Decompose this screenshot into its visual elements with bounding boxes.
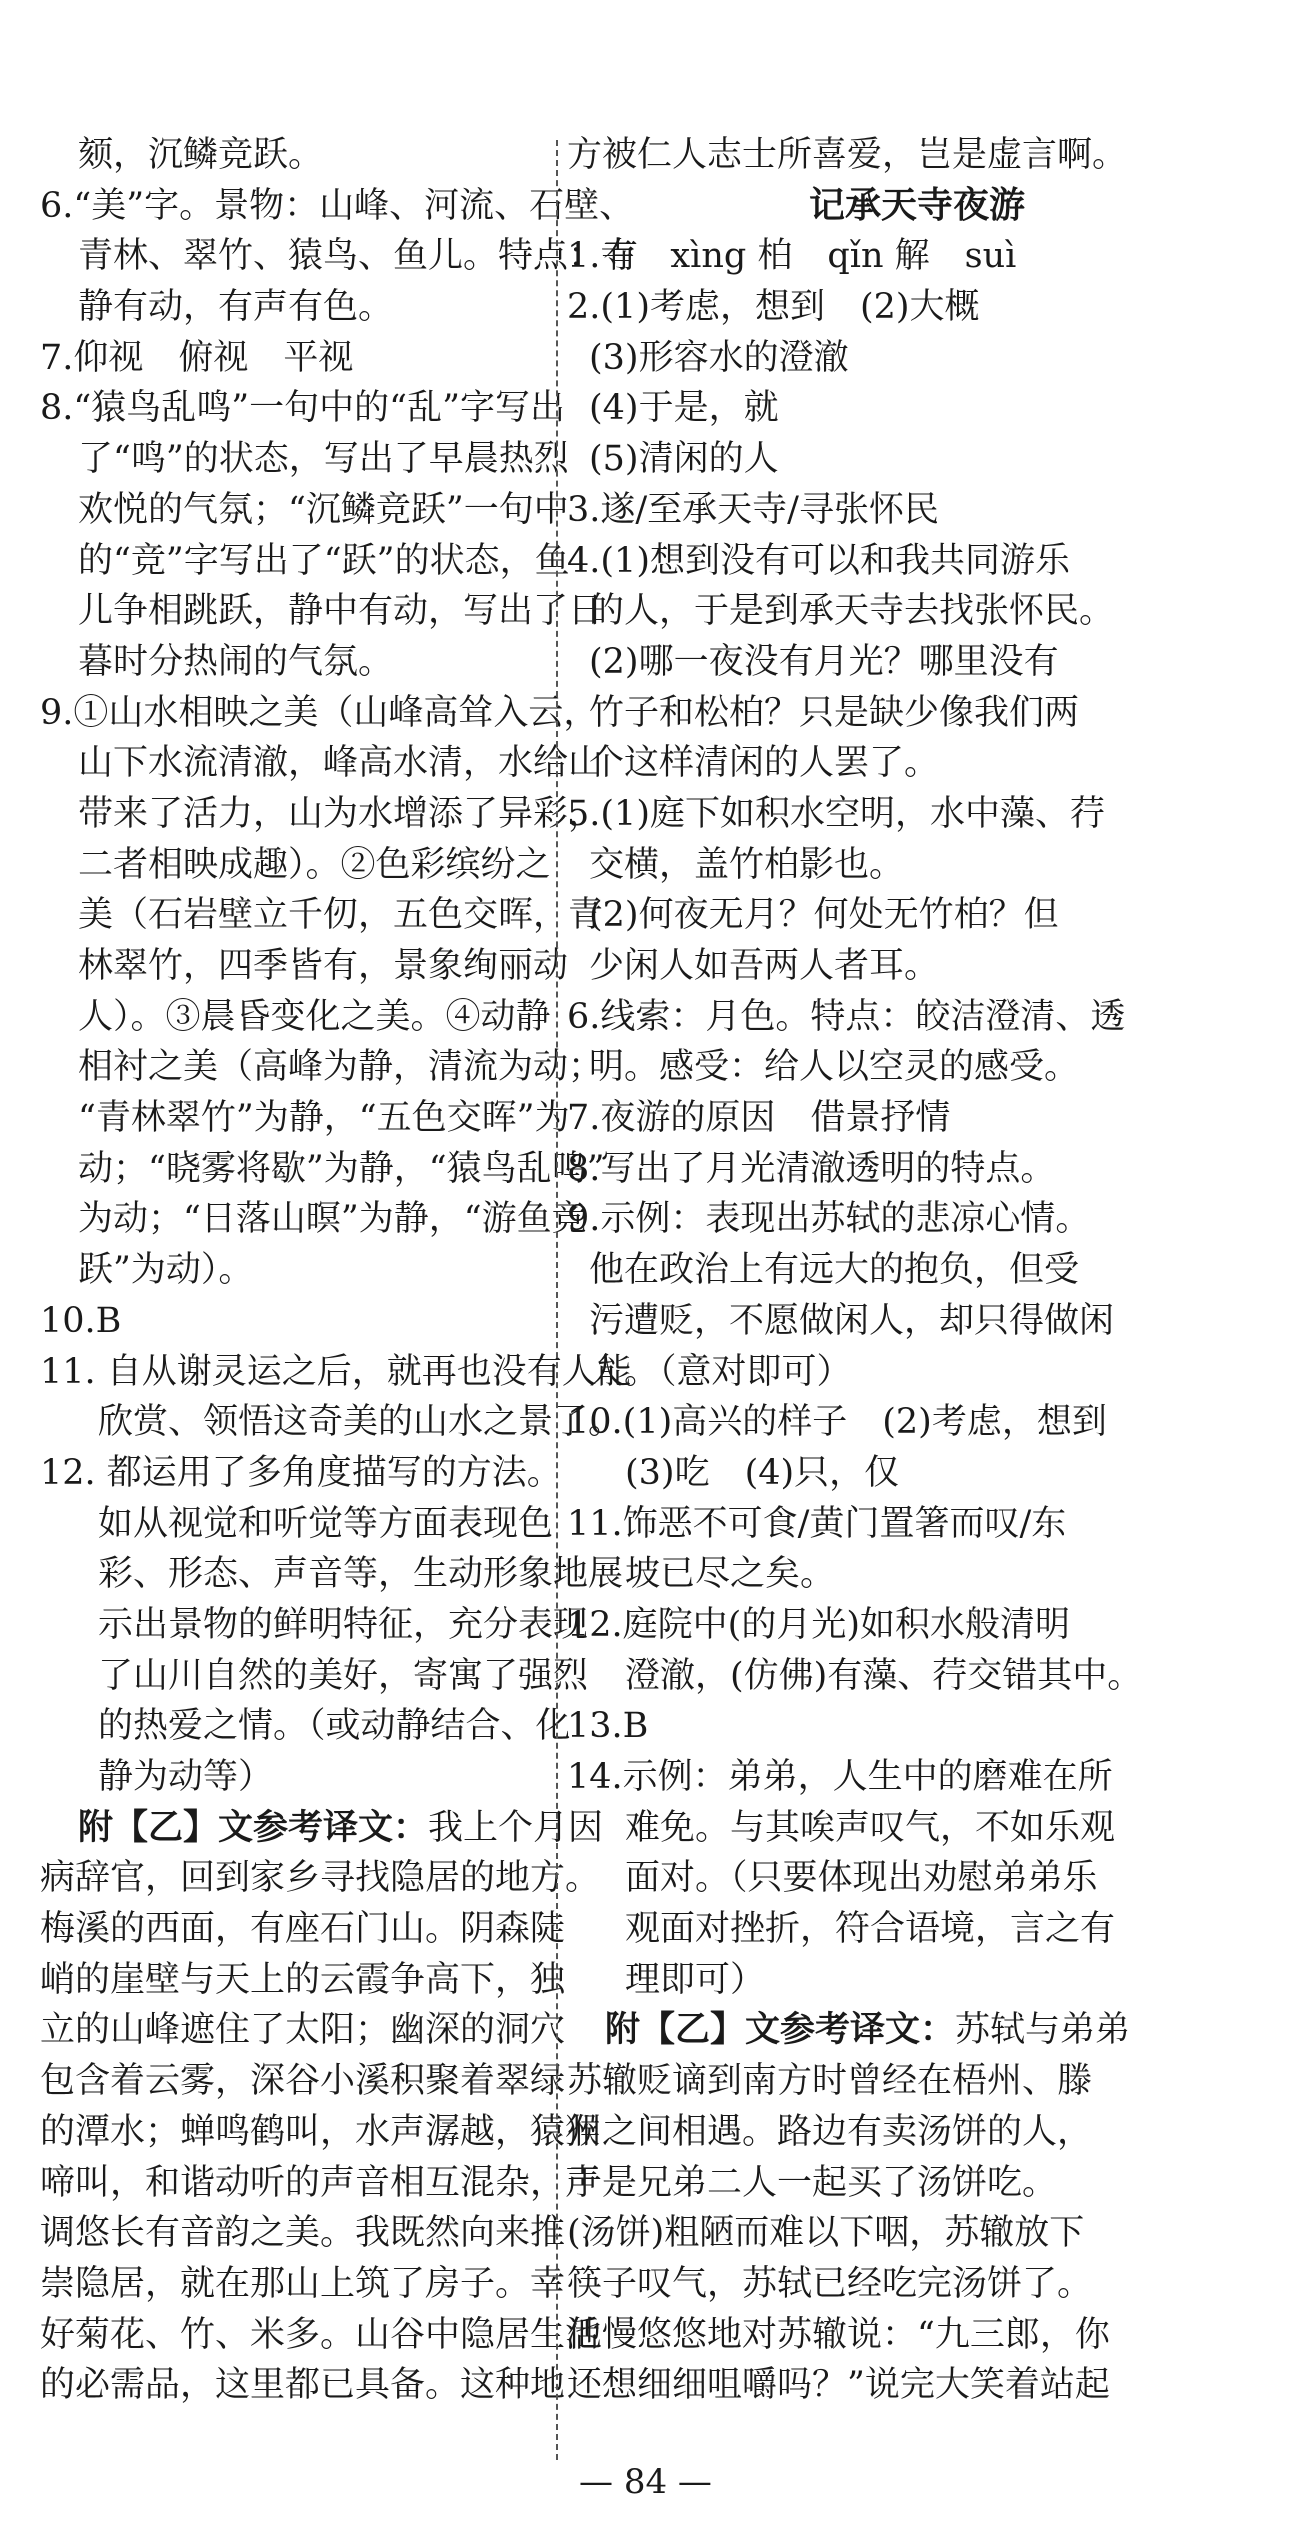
text-line: 儿争相跳跃，静中有动，写出了日 bbox=[78, 591, 604, 632]
text-line: 的“竞”字写出了“跃”的状态，鱼 bbox=[78, 540, 570, 581]
text-line: 6.“美”字。景物：山峰、河流、石壁、 bbox=[40, 185, 635, 226]
text-line: 啼叫，和谐动听的声音相互混杂，声 bbox=[40, 2162, 601, 2203]
text-line: 包含着云雾，深谷小溪积聚着翠绿 bbox=[40, 2061, 566, 2102]
text-line: 9.示例：表现出苏轼的悲凉心情。 bbox=[567, 1199, 1091, 1240]
text-line: 的热爱之情。（或动静结合、化 bbox=[98, 1706, 571, 1747]
text-line: 欢悦的气氛；“沉鳞竞跃”一句中 bbox=[78, 489, 569, 530]
text-line: 跃”为动）。 bbox=[78, 1250, 254, 1291]
text-line: 个这样清闲的人罢了。 bbox=[589, 743, 940, 784]
text-line: 了“鸣”的状态，写出了早晨热烈 bbox=[78, 439, 569, 480]
text-line: 调悠长有音韵之美。我既然向来推 bbox=[40, 2213, 566, 2254]
text-line: 10.B bbox=[40, 1300, 122, 1341]
text-line: 12. 都运用了多角度描写的方法。 bbox=[40, 1452, 562, 1493]
text-line: 竹子和松柏？只是缺少像我们两 bbox=[589, 692, 1080, 733]
text-line: 方被仁人志士所喜爱，岂是虚言啊。 bbox=[567, 135, 1128, 175]
text-line: 少闲人如吾两人者耳。 bbox=[589, 946, 940, 986]
text-line: 欣赏、领悟这奇美的山水之景了。 bbox=[98, 1402, 624, 1443]
text-line: 梅溪的西面，有座石门山。阴森陡 bbox=[40, 1909, 566, 1950]
translation-label: 附【乙】文参考译文： bbox=[605, 2010, 956, 2051]
text-line: 静为动等） bbox=[98, 1757, 274, 1797]
text-line bbox=[567, 2005, 1267, 2056]
text-line: 彩、形态、声音等，生动形象地展 bbox=[98, 1554, 624, 1595]
text-line: 苏辙贬谪到南方时曾经在梧州、滕 bbox=[567, 2061, 1093, 2102]
text-line: 的人，于是到承天寺去找张怀民。 bbox=[589, 591, 1115, 632]
text-line: 动；“晓雾将歇”为静，“猿鸟乱鸣” bbox=[78, 1148, 605, 1189]
text-line: (3)形容水的澄澈 bbox=[589, 337, 849, 378]
text-line: 筷子叹气，苏轼已经吃完汤饼了。 bbox=[567, 2263, 1093, 2304]
text-line: 了山川自然的美好，寄寓了强烈 bbox=[98, 1655, 589, 1696]
text-line: 3.遂/至承天寺/寻张怀民 bbox=[567, 489, 939, 530]
text-line: 为动；“日落山暝”为静，“游鱼竞 bbox=[78, 1199, 587, 1240]
text-line: 污遭贬，不愿做闲人，却只得做闲 bbox=[589, 1300, 1115, 1341]
text-line: 美（石岩壁立千仞，五色交晖，青 bbox=[78, 895, 604, 936]
text-line: 还想细细咀嚼吗？”说完大笑着站起 bbox=[567, 2365, 1110, 2406]
text-line: 10.(1)高兴的样子 (2)考虑，想到 bbox=[567, 1402, 1107, 1443]
text-line: 暮时分热闹的气氛。 bbox=[78, 641, 394, 682]
text-line: (2)哪一夜没有月光？哪里没有 bbox=[589, 641, 1059, 682]
translation-text: 我上个月因 bbox=[428, 1807, 604, 1848]
text-line: 11.饰恶不可食/黄门置箸而叹/东 bbox=[567, 1503, 1067, 1544]
text-line: 好菊花、竹、米多。山谷中隐居生活 bbox=[40, 2314, 601, 2355]
text-line: 面对。（只要体现出劝慰弟弟乐 bbox=[625, 1858, 1098, 1899]
text-line: 的潭水；蝉鸣鹤叫，水声潺越，猿猴 bbox=[40, 2111, 601, 2152]
text-line: 人）。③晨昏变化之美。④动静 bbox=[78, 996, 551, 1037]
text-line: 颏，沉鳞竞跃。 bbox=[78, 135, 324, 175]
text-line: 二者相映成趣）。②色彩缤纷之 bbox=[78, 844, 551, 885]
text-line: 8.“猿鸟乱鸣”一句中的“乱”字写出 bbox=[40, 388, 565, 429]
text-line: (5)清闲的人 bbox=[589, 439, 779, 480]
text-line: 州之间相遇。路边有卖汤饼的人， bbox=[567, 2111, 1093, 2152]
text-line: 于是兄弟二人一起买了汤饼吃。 bbox=[567, 2162, 1058, 2203]
translation-text: 苏轼与弟弟 bbox=[955, 2010, 1131, 2051]
right-column bbox=[567, 130, 1267, 2411]
section-heading: 记承天寺夜游 bbox=[808, 184, 1025, 226]
text-line: “青林翠竹”为静，“五色交晖”为 bbox=[78, 1098, 570, 1139]
text-line: 理即可） bbox=[625, 1959, 766, 2000]
text-line: 他慢悠悠地对苏辙说：“九三郎，你 bbox=[567, 2314, 1110, 2355]
text-line: 5.(1)庭下如积水空明，水中藻、荇 bbox=[567, 793, 1105, 834]
text-line: 13.B bbox=[567, 1706, 649, 1747]
text-line: 相衬之美（高峰为静，清流为动； bbox=[78, 1047, 604, 1088]
text-line: 坡已尽之矣。 bbox=[625, 1554, 836, 1595]
text-line: 8.写出了月光清澈透明的特点。 bbox=[567, 1148, 1056, 1189]
text-line: 静有动，有声有色。 bbox=[78, 287, 394, 328]
text-line: 示出景物的鲜明特征，充分表现 bbox=[98, 1604, 589, 1645]
text-line: 7.仰视 俯视 平视 bbox=[40, 337, 354, 378]
text-line: 峭的崖壁与天上的云霞争高下，独 bbox=[40, 1959, 566, 2000]
text-line: 1.寺 xìng 柏 qǐn 解 suì bbox=[567, 236, 1017, 277]
translation-label: 附【乙】文参考译文： bbox=[78, 1807, 429, 1848]
text-line: 澄澈，(仿佛)有藻、荇交错其中。 bbox=[625, 1655, 1143, 1696]
text-line: 病辞官，回到家乡寻找隐居的地方。 bbox=[40, 1858, 601, 1899]
text-line: 14.示例：弟弟，人生中的磨难在所 bbox=[567, 1757, 1113, 1797]
text-line: 立的山峰遮住了太阳；幽深的洞穴 bbox=[40, 2010, 566, 2051]
text-line: 崇隐居，就在那山上筑了房子。幸 bbox=[40, 2263, 566, 2304]
text-line: 人。（意对即可） bbox=[589, 1351, 852, 1392]
text-line: 交横，盖竹柏影也。 bbox=[589, 844, 905, 885]
text-line: 2.(1)考虑，想到 (2)大概 bbox=[567, 287, 980, 328]
text-line: 11. 自从谢灵运之后，就再也没有人能 bbox=[40, 1351, 632, 1392]
text-line bbox=[40, 1803, 604, 1854]
text-line: 7.夜游的原因 借景抒情 bbox=[567, 1098, 951, 1139]
text-line: 带来了活力，山为水增添了异彩， bbox=[78, 793, 604, 834]
text-line: 青林、翠竹、猿鸟、鱼儿。特点：有 bbox=[78, 236, 639, 277]
text-line: 他在政治上有远大的抱负，但受 bbox=[589, 1250, 1080, 1291]
page-number: — 84 — bbox=[579, 2462, 712, 2502]
text-line: (4)于是，就 bbox=[589, 388, 779, 429]
text-line: 林翠竹，四季皆有，景象绚丽动 bbox=[78, 946, 569, 986]
text-line: 4.(1)想到没有可以和我共同游乐 bbox=[567, 540, 1070, 581]
text-line: 9.①山水相映之美（山峰高耸入云， bbox=[40, 692, 599, 733]
text-line: 的必需品，这里都已具备。这种地 bbox=[40, 2365, 566, 2406]
text-line: 12.庭院中(的月光)如积水般清明 bbox=[567, 1604, 1070, 1645]
text-line: 难免。与其唉声叹气，不如乐观 bbox=[625, 1807, 1116, 1848]
text-line: 如从视觉和听觉等方面表现色 bbox=[98, 1503, 554, 1544]
text-line: 观面对挫折，符合语境，言之有 bbox=[625, 1909, 1116, 1950]
text-line: 明。感受：给人以空灵的感受。 bbox=[589, 1047, 1080, 1088]
text-line: (2)何夜无月？何处无竹柏？但 bbox=[589, 895, 1059, 936]
column-divider bbox=[556, 140, 558, 2460]
text-line: (3)吃 (4)只，仅 bbox=[625, 1452, 900, 1493]
text-line: (汤饼)粗陋而难以下咽，苏辙放下 bbox=[567, 2213, 1085, 2254]
text-line: 6.线索：月色。特点：皎洁澄清、透 bbox=[567, 996, 1126, 1037]
text-line: 山下水流清澈，峰高水清，水给山 bbox=[78, 743, 604, 784]
